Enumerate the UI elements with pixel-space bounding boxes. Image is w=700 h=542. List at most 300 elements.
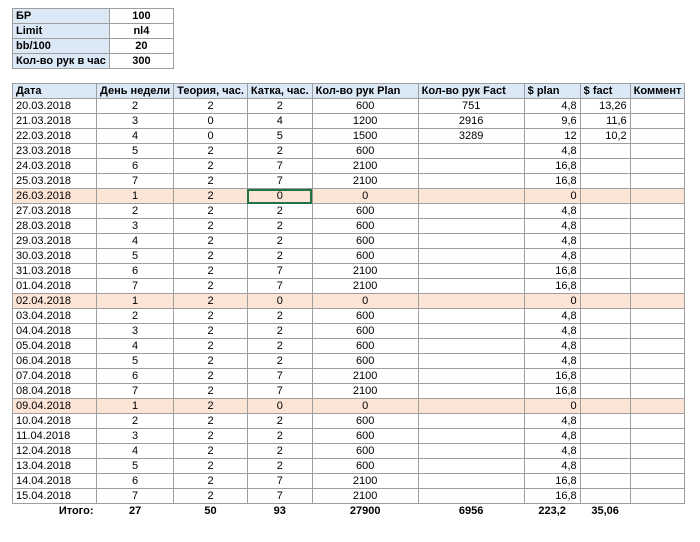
hands-fact-cell[interactable]	[418, 429, 524, 444]
theory-hours-cell[interactable]: 0	[174, 129, 248, 144]
play-hours-cell[interactable]: 7	[247, 384, 312, 399]
theory-hours-cell[interactable]: 2	[174, 99, 248, 114]
total-comment[interactable]	[630, 504, 685, 519]
usd-fact-cell[interactable]	[580, 189, 630, 204]
usd-fact-cell[interactable]	[580, 414, 630, 429]
column-header-cell[interactable]: $ fact	[580, 84, 630, 99]
weekday-cell[interactable]: 4	[97, 234, 174, 249]
comment-cell[interactable]	[630, 144, 685, 159]
hands-fact-cell[interactable]: 751	[418, 99, 524, 114]
weekday-cell[interactable]: 4	[97, 444, 174, 459]
hands-fact-cell[interactable]	[418, 384, 524, 399]
weekday-cell[interactable]: 2	[97, 99, 174, 114]
theory-hours-cell[interactable]: 2	[174, 249, 248, 264]
comment-cell[interactable]	[630, 234, 685, 249]
usd-fact-cell[interactable]	[580, 249, 630, 264]
usd-plan-cell[interactable]: 0	[524, 294, 580, 309]
table-row	[13, 309, 685, 324]
date-cell[interactable]: 02.04.2018	[13, 294, 97, 309]
usd-fact-cell[interactable]	[580, 444, 630, 459]
param-row	[13, 54, 174, 69]
column-header-cell[interactable]: Катка, час.	[247, 84, 312, 99]
date-cell[interactable]: 31.03.2018	[13, 264, 97, 279]
usd-fact-cell[interactable]	[580, 234, 630, 249]
hands-fact-cell[interactable]	[418, 264, 524, 279]
theory-hours-cell[interactable]: 0	[174, 114, 248, 129]
table-row	[13, 249, 685, 264]
hands-plan-cell[interactable]: 600	[312, 309, 418, 324]
hands-fact-cell[interactable]	[418, 309, 524, 324]
hands-fact-cell[interactable]	[418, 324, 524, 339]
hands-fact-cell[interactable]: 2916	[418, 114, 524, 129]
table-row	[13, 474, 685, 489]
play-hours-cell[interactable]: 2	[247, 339, 312, 354]
usd-fact-cell[interactable]	[580, 339, 630, 354]
hands-plan-cell[interactable]: 0	[312, 189, 418, 204]
table-row	[13, 159, 685, 174]
hands-plan-cell[interactable]: 0	[312, 294, 418, 309]
hands-fact-cell[interactable]	[418, 399, 524, 414]
date-cell[interactable]: 13.04.2018	[13, 459, 97, 474]
hands-plan-cell[interactable]: 600	[312, 339, 418, 354]
usd-fact-cell[interactable]	[580, 489, 630, 504]
theory-hours-cell[interactable]: 2	[174, 414, 248, 429]
theory-hours-cell[interactable]: 2	[174, 474, 248, 489]
date-cell[interactable]: 07.04.2018	[13, 369, 97, 384]
usd-plan-cell[interactable]: 4,8	[524, 144, 580, 159]
table-row	[13, 219, 685, 234]
theory-hours-cell[interactable]: 2	[174, 159, 248, 174]
theory-hours-cell[interactable]: 2	[174, 429, 248, 444]
comment-cell[interactable]	[630, 279, 685, 294]
hands-fact-cell[interactable]	[418, 294, 524, 309]
hands-fact-cell[interactable]	[418, 189, 524, 204]
usd-plan-cell[interactable]: 9,6	[524, 114, 580, 129]
play-hours-cell[interactable]: 7	[247, 474, 312, 489]
weekday-cell[interactable]: 4	[97, 129, 174, 144]
theory-hours-cell[interactable]: 2	[174, 174, 248, 189]
play-hours-cell[interactable]: 7	[247, 369, 312, 384]
play-hours-cell[interactable]: 2	[247, 249, 312, 264]
usd-fact-cell[interactable]	[580, 354, 630, 369]
usd-plan-cell[interactable]: 16,8	[524, 474, 580, 489]
usd-fact-cell[interactable]	[580, 159, 630, 174]
hands-plan-cell[interactable]: 600	[312, 414, 418, 429]
hands-fact-cell[interactable]	[418, 489, 524, 504]
play-hours-cell[interactable]: 7	[247, 264, 312, 279]
theory-hours-cell[interactable]: 2	[174, 489, 248, 504]
comment-cell[interactable]	[630, 324, 685, 339]
comment-cell[interactable]	[630, 114, 685, 129]
comment-cell[interactable]	[630, 444, 685, 459]
total-weekday[interactable]: 27	[128, 505, 142, 517]
param-row	[13, 9, 174, 24]
usd-fact-cell[interactable]	[580, 429, 630, 444]
totals-row	[13, 504, 685, 519]
play-hours-cell[interactable]: 0	[247, 399, 312, 414]
usd-plan-cell[interactable]: 4,8	[524, 339, 580, 354]
param-label-cell[interactable]: БР	[13, 9, 110, 24]
table-row	[13, 399, 685, 414]
date-cell[interactable]: 20.03.2018	[13, 99, 97, 114]
play-hours-cell[interactable]: 2	[247, 354, 312, 369]
hands-plan-cell[interactable]: 600	[312, 234, 418, 249]
hands-fact-cell[interactable]	[418, 234, 524, 249]
date-cell[interactable]: 11.04.2018	[13, 429, 97, 444]
weekday-cell[interactable]: 5	[97, 249, 174, 264]
usd-plan-cell[interactable]: 16,8	[524, 489, 580, 504]
comment-cell[interactable]	[630, 489, 685, 504]
date-cell[interactable]: 05.04.2018	[13, 339, 97, 354]
date-cell[interactable]: 14.04.2018	[13, 474, 97, 489]
comment-cell[interactable]	[630, 339, 685, 354]
date-cell[interactable]: 10.04.2018	[13, 414, 97, 429]
hands-fact-cell[interactable]	[418, 339, 524, 354]
usd-fact-cell[interactable]	[580, 324, 630, 339]
hands-plan-cell[interactable]: 1500	[312, 129, 418, 144]
hands-fact-cell[interactable]	[418, 219, 524, 234]
play-hours-cell[interactable]: 2	[247, 459, 312, 474]
weekday-cell[interactable]: 4	[97, 339, 174, 354]
usd-fact-cell[interactable]	[580, 204, 630, 219]
column-header-cell[interactable]: $ plan	[524, 84, 580, 99]
column-header-cell[interactable]: Кол-во рук Fact	[418, 84, 524, 99]
comment-cell[interactable]	[630, 429, 685, 444]
weekday-cell[interactable]: 3	[97, 114, 174, 129]
weekday-cell[interactable]: 2	[97, 204, 174, 219]
table-row	[13, 114, 685, 129]
play-hours-cell[interactable]: 2	[247, 204, 312, 219]
theory-hours-cell[interactable]: 2	[174, 294, 248, 309]
hands-plan-cell[interactable]: 2100	[312, 384, 418, 399]
column-header-cell[interactable]: Теория, час.	[174, 84, 248, 99]
weekday-cell[interactable]: 7	[97, 384, 174, 399]
table-row	[13, 444, 685, 459]
weekday-cell[interactable]: 3	[97, 429, 174, 444]
theory-hours-cell[interactable]: 2	[174, 144, 248, 159]
date-cell[interactable]: 23.03.2018	[13, 144, 97, 159]
theory-hours-cell[interactable]: 2	[174, 339, 248, 354]
hands-fact-cell[interactable]	[418, 369, 524, 384]
total-usd-plan[interactable]: 223,2	[538, 505, 566, 517]
usd-fact-cell[interactable]	[580, 144, 630, 159]
usd-plan-cell[interactable]: 4,8	[524, 444, 580, 459]
weekday-cell[interactable]: 7	[97, 174, 174, 189]
table-row	[13, 414, 685, 429]
table-row	[13, 489, 685, 504]
hands-plan-cell[interactable]: 1200	[312, 114, 418, 129]
date-cell[interactable]: 26.03.2018	[13, 189, 97, 204]
hands-fact-cell[interactable]	[418, 144, 524, 159]
date-cell[interactable]: 30.03.2018	[13, 249, 97, 264]
total-hands-fact[interactable]: 6956	[458, 505, 484, 517]
comment-cell[interactable]	[630, 294, 685, 309]
table-row	[13, 369, 685, 384]
hands-plan-cell[interactable]: 600	[312, 444, 418, 459]
usd-plan-cell[interactable]: 4,8	[524, 414, 580, 429]
usd-plan-cell[interactable]: 4,8	[524, 459, 580, 474]
usd-fact-cell[interactable]: 13,26	[580, 99, 630, 114]
table-row	[13, 324, 685, 339]
weekday-cell[interactable]: 5	[97, 459, 174, 474]
total-usd-fact[interactable]: 35,06	[591, 505, 619, 517]
hands-plan-cell[interactable]: 2100	[312, 279, 418, 294]
date-cell[interactable]: 28.03.2018	[13, 219, 97, 234]
hands-plan-cell[interactable]: 2100	[312, 159, 418, 174]
param-value-cell[interactable]: 20	[109, 39, 173, 54]
schedule-table	[12, 83, 685, 518]
total-hands-plan[interactable]: 27900	[349, 505, 381, 517]
comment-cell[interactable]	[630, 99, 685, 114]
hands-plan-cell[interactable]: 2100	[312, 489, 418, 504]
column-header-cell[interactable]: Дата	[13, 84, 97, 99]
hands-plan-cell[interactable]: 600	[312, 144, 418, 159]
theory-hours-cell[interactable]: 2	[174, 369, 248, 384]
theory-hours-cell[interactable]: 2	[174, 459, 248, 474]
usd-plan-cell[interactable]: 0	[524, 189, 580, 204]
date-cell[interactable]: 22.03.2018	[13, 129, 97, 144]
play-hours-cell[interactable]: 2	[247, 219, 312, 234]
theory-hours-cell[interactable]: 2	[174, 189, 248, 204]
date-cell[interactable]: 25.03.2018	[13, 174, 97, 189]
hands-plan-cell[interactable]: 2100	[312, 174, 418, 189]
hands-plan-cell[interactable]: 600	[312, 429, 418, 444]
play-hours-cell[interactable]: 5	[247, 129, 312, 144]
date-cell[interactable]: 27.03.2018	[13, 204, 97, 219]
comment-cell[interactable]	[630, 354, 685, 369]
comment-cell[interactable]	[630, 309, 685, 324]
usd-fact-cell[interactable]	[580, 369, 630, 384]
usd-plan-cell[interactable]: 4,8	[524, 234, 580, 249]
play-hours-cell[interactable]: 0	[247, 189, 312, 204]
date-cell[interactable]: 06.04.2018	[13, 354, 97, 369]
weekday-cell[interactable]: 2	[97, 309, 174, 324]
comment-cell[interactable]	[630, 159, 685, 174]
usd-plan-cell[interactable]: 4,8	[524, 309, 580, 324]
play-hours-cell[interactable]: 2	[247, 144, 312, 159]
hands-fact-cell[interactable]	[418, 174, 524, 189]
param-row	[13, 39, 174, 54]
usd-plan-cell[interactable]: 16,8	[524, 369, 580, 384]
play-hours-cell[interactable]: 2	[247, 444, 312, 459]
hands-fact-cell[interactable]	[418, 459, 524, 474]
param-value-cell[interactable]: nl4	[109, 24, 173, 39]
hands-plan-cell[interactable]: 0	[312, 399, 418, 414]
weekday-cell[interactable]: 6	[97, 159, 174, 174]
param-row	[13, 24, 174, 39]
table-row	[13, 189, 685, 204]
total-play[interactable]: 93	[273, 505, 286, 517]
comment-cell[interactable]	[630, 399, 685, 414]
usd-fact-cell[interactable]	[580, 474, 630, 489]
play-hours-cell[interactable]: 7	[247, 174, 312, 189]
totals-label[interactable]: Итого:	[58, 505, 94, 517]
weekday-cell[interactable]: 5	[97, 354, 174, 369]
theory-hours-cell[interactable]: 2	[174, 309, 248, 324]
column-header-cell[interactable]: Кол-во рук Plan	[312, 84, 418, 99]
header-row	[13, 84, 685, 99]
weekday-cell[interactable]: 2	[97, 414, 174, 429]
table-row	[13, 429, 685, 444]
usd-plan-cell[interactable]: 16,8	[524, 159, 580, 174]
hands-fact-cell[interactable]	[418, 474, 524, 489]
comment-cell[interactable]	[630, 249, 685, 264]
theory-hours-cell[interactable]: 2	[174, 234, 248, 249]
total-theory[interactable]: 50	[204, 505, 217, 517]
comment-cell[interactable]	[630, 369, 685, 384]
param-label-cell[interactable]: Кол-во рук в час	[13, 54, 110, 69]
weekday-cell[interactable]: 6	[97, 264, 174, 279]
theory-hours-cell[interactable]: 2	[174, 444, 248, 459]
param-value-cell[interactable]: 300	[109, 54, 173, 69]
usd-plan-cell[interactable]: 0	[524, 399, 580, 414]
usd-fact-cell[interactable]	[580, 174, 630, 189]
usd-plan-cell[interactable]: 4,8	[524, 219, 580, 234]
weekday-cell[interactable]: 1	[97, 189, 174, 204]
table-row	[13, 204, 685, 219]
hands-plan-cell[interactable]: 600	[312, 219, 418, 234]
hands-plan-cell[interactable]: 2100	[312, 474, 418, 489]
hands-fact-cell[interactable]: 3289	[418, 129, 524, 144]
hands-plan-cell[interactable]: 600	[312, 249, 418, 264]
weekday-cell[interactable]: 6	[97, 474, 174, 489]
weekday-cell[interactable]: 7	[97, 279, 174, 294]
play-hours-cell[interactable]: 2	[247, 414, 312, 429]
play-hours-cell[interactable]: 0	[247, 294, 312, 309]
table-row	[13, 459, 685, 474]
usd-fact-cell[interactable]: 10,2	[580, 129, 630, 144]
theory-hours-cell[interactable]: 2	[174, 219, 248, 234]
date-cell[interactable]: 29.03.2018	[13, 234, 97, 249]
table-row	[13, 99, 685, 114]
usd-fact-cell[interactable]	[580, 459, 630, 474]
usd-fact-cell[interactable]	[580, 294, 630, 309]
table-row	[13, 279, 685, 294]
usd-plan-cell[interactable]: 4,8	[524, 204, 580, 219]
date-cell[interactable]: 15.04.2018	[13, 489, 97, 504]
play-hours-cell[interactable]: 7	[247, 159, 312, 174]
usd-fact-cell[interactable]	[580, 264, 630, 279]
play-hours-cell[interactable]: 2	[247, 324, 312, 339]
table-row	[13, 384, 685, 399]
comment-cell[interactable]	[630, 189, 685, 204]
usd-plan-cell[interactable]: 16,8	[524, 174, 580, 189]
hands-plan-cell[interactable]: 2100	[312, 264, 418, 279]
usd-plan-cell[interactable]: 4,8	[524, 429, 580, 444]
hands-fact-cell[interactable]	[418, 354, 524, 369]
usd-plan-cell[interactable]: 16,8	[524, 279, 580, 294]
table-row	[13, 174, 685, 189]
date-cell[interactable]: 12.04.2018	[13, 444, 97, 459]
date-cell[interactable]: 08.04.2018	[13, 384, 97, 399]
usd-fact-cell[interactable]: 11,6	[580, 114, 630, 129]
usd-plan-cell[interactable]: 4,8	[524, 354, 580, 369]
date-cell[interactable]: 03.04.2018	[13, 309, 97, 324]
table-row	[13, 144, 685, 159]
param-value-cell[interactable]: 100	[109, 9, 173, 24]
play-hours-cell[interactable]: 7	[247, 279, 312, 294]
hands-plan-cell[interactable]: 600	[312, 99, 418, 114]
theory-hours-cell[interactable]: 2	[174, 354, 248, 369]
parameters-table	[12, 8, 174, 69]
date-cell[interactable]: 01.04.2018	[13, 279, 97, 294]
weekday-cell[interactable]: 3	[97, 324, 174, 339]
hands-fact-cell[interactable]	[418, 414, 524, 429]
table-row	[13, 294, 685, 309]
usd-fact-cell[interactable]	[580, 309, 630, 324]
usd-plan-cell[interactable]: 4,8	[524, 99, 580, 114]
usd-fact-cell[interactable]	[580, 384, 630, 399]
hands-fact-cell[interactable]	[418, 204, 524, 219]
hands-plan-cell[interactable]: 600	[312, 324, 418, 339]
hands-plan-cell[interactable]: 2100	[312, 369, 418, 384]
theory-hours-cell[interactable]: 2	[174, 399, 248, 414]
weekday-cell[interactable]: 7	[97, 489, 174, 504]
hands-fact-cell[interactable]	[418, 279, 524, 294]
theory-hours-cell[interactable]: 2	[174, 204, 248, 219]
weekday-cell[interactable]: 3	[97, 219, 174, 234]
comment-cell[interactable]	[630, 264, 685, 279]
play-hours-cell[interactable]: 2	[247, 429, 312, 444]
play-hours-cell[interactable]: 2	[247, 234, 312, 249]
comment-cell[interactable]	[630, 204, 685, 219]
usd-plan-cell[interactable]: 16,8	[524, 384, 580, 399]
play-hours-cell[interactable]: 2	[247, 99, 312, 114]
usd-fact-cell[interactable]	[580, 219, 630, 234]
date-cell[interactable]: 09.04.2018	[13, 399, 97, 414]
comment-cell[interactable]	[630, 219, 685, 234]
theory-hours-cell[interactable]: 2	[174, 279, 248, 294]
usd-fact-cell[interactable]	[580, 399, 630, 414]
hands-fact-cell[interactable]	[418, 249, 524, 264]
usd-plan-cell[interactable]: 4,8	[524, 324, 580, 339]
weekday-cell[interactable]: 6	[97, 369, 174, 384]
usd-plan-cell[interactable]: 4,8	[524, 249, 580, 264]
date-cell[interactable]: 21.03.2018	[13, 114, 97, 129]
comment-cell[interactable]	[630, 414, 685, 429]
comment-cell[interactable]	[630, 174, 685, 189]
comment-cell[interactable]	[630, 459, 685, 474]
hands-fact-cell[interactable]	[418, 159, 524, 174]
table-row	[13, 129, 685, 144]
usd-fact-cell[interactable]	[580, 279, 630, 294]
comment-cell[interactable]	[630, 384, 685, 399]
hands-plan-cell[interactable]: 600	[312, 204, 418, 219]
comment-cell[interactable]	[630, 474, 685, 489]
theory-hours-cell[interactable]: 2	[174, 324, 248, 339]
play-hours-cell[interactable]: 4	[247, 114, 312, 129]
param-label-cell[interactable]: bb/100	[13, 39, 110, 54]
play-hours-cell[interactable]: 2	[247, 309, 312, 324]
usd-plan-cell[interactable]: 16,8	[524, 264, 580, 279]
theory-hours-cell[interactable]: 2	[174, 264, 248, 279]
comment-cell[interactable]	[630, 129, 685, 144]
weekday-cell[interactable]: 1	[97, 399, 174, 414]
play-hours-cell[interactable]: 7	[247, 489, 312, 504]
date-cell[interactable]: 04.04.2018	[13, 324, 97, 339]
hands-plan-cell[interactable]: 600	[312, 459, 418, 474]
hands-fact-cell[interactable]	[418, 444, 524, 459]
weekday-cell[interactable]: 5	[97, 144, 174, 159]
hands-plan-cell[interactable]: 600	[312, 354, 418, 369]
column-header-cell[interactable]: День недели	[97, 84, 174, 99]
column-header-cell[interactable]: Коммент	[630, 84, 685, 99]
weekday-cell[interactable]: 1	[97, 294, 174, 309]
usd-plan-cell[interactable]: 12	[524, 129, 580, 144]
param-label-cell[interactable]: Limit	[13, 24, 110, 39]
theory-hours-cell[interactable]: 2	[174, 384, 248, 399]
date-cell[interactable]: 24.03.2018	[13, 159, 97, 174]
